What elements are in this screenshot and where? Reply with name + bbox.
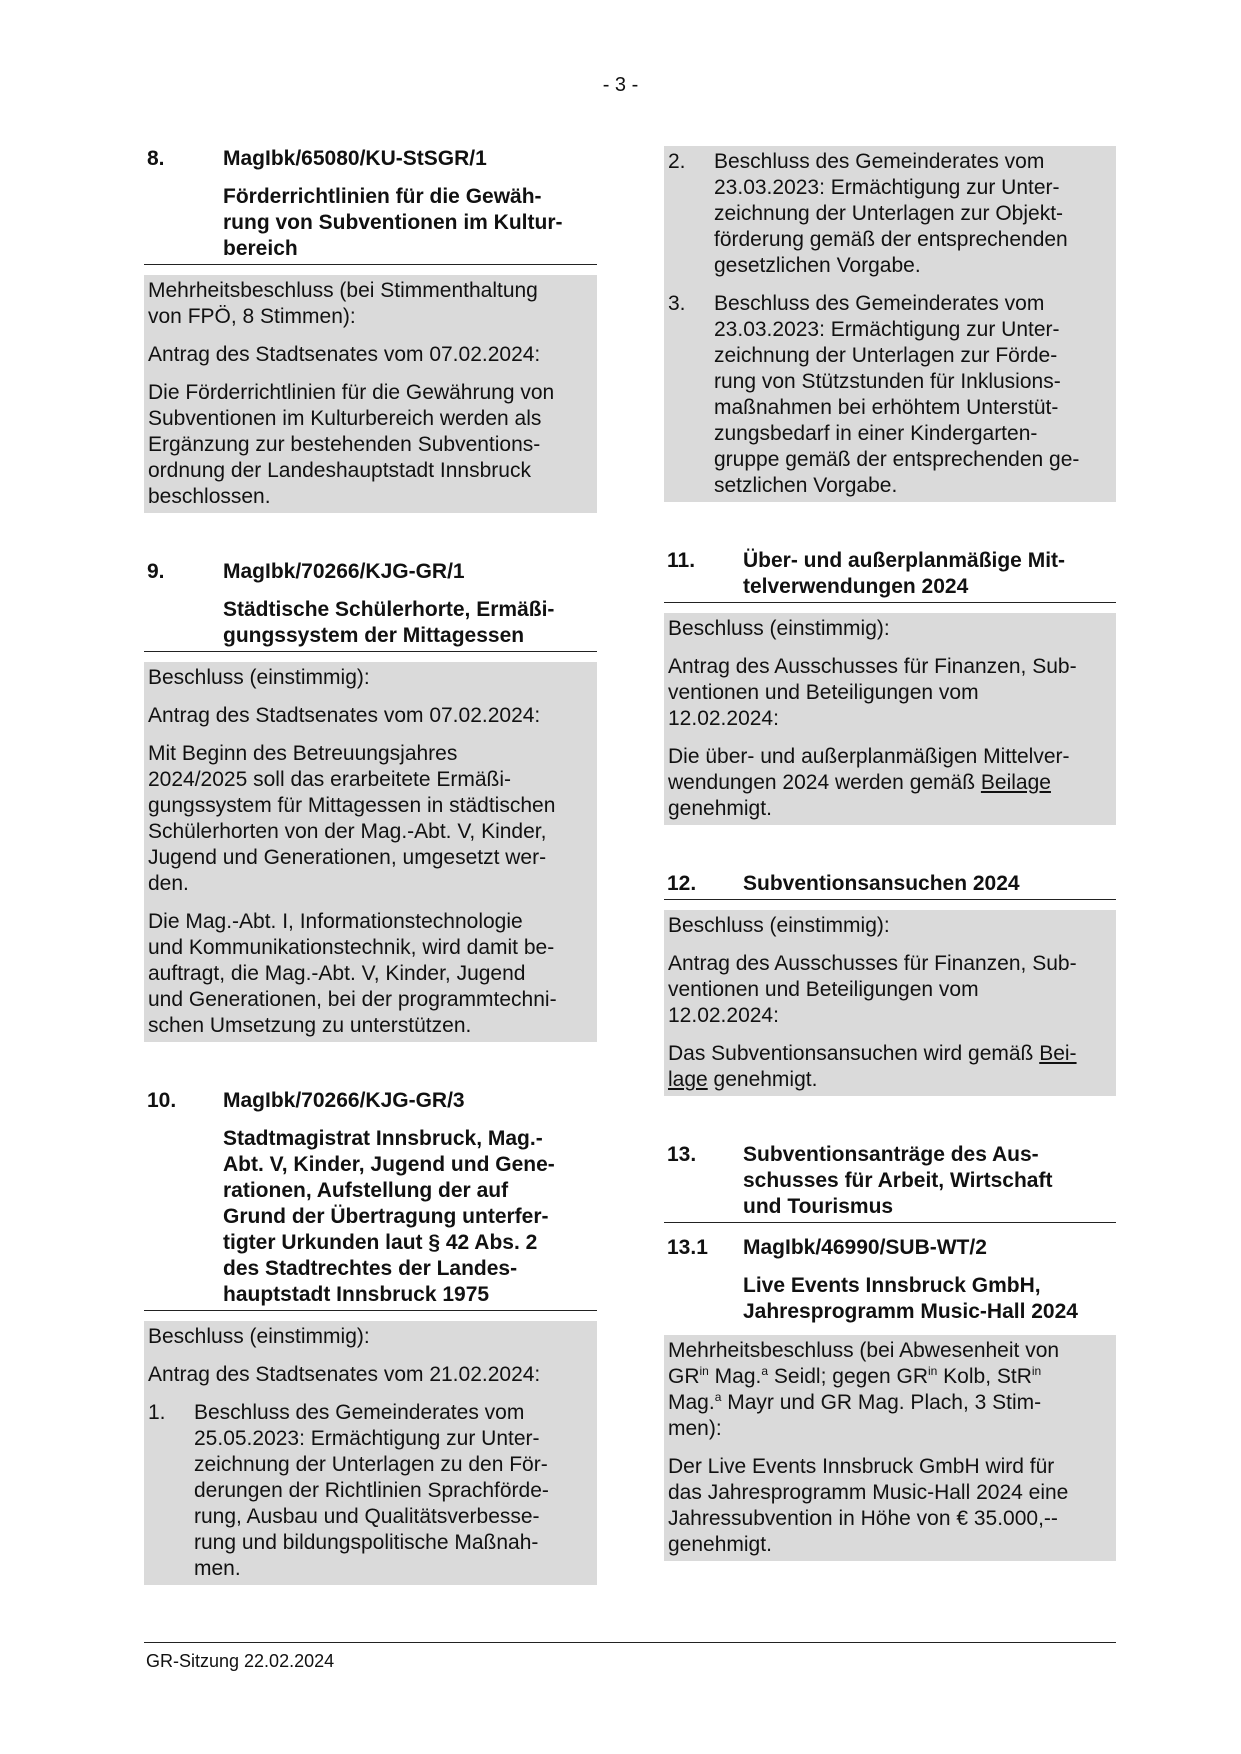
item-code: MagIbk/65080/KU-StSGR/1 xyxy=(223,147,487,170)
decision-text: Beschluss (einstimmig): xyxy=(668,617,890,640)
left-column xyxy=(144,146,597,1585)
item-code: MagIbk/46990/SUB-WT/2 xyxy=(743,1236,987,1259)
item-title: Subventionsansuchen 2024 xyxy=(743,872,1020,895)
resolution-text: Mit Beginn des Betreuungsjahres 2024/2025 soll das erarbeitete Ermäßi- gungssystem für Mittagessen in städtischen Schülerhorten von der Mag.-Abt. V, Kinder, Jugend und Generationen, umgesetzt wer- den. xyxy=(148,742,556,895)
item-10-decision-box xyxy=(144,1321,597,1585)
item-number: 11. xyxy=(667,549,696,572)
beilage-link[interactable]: lage xyxy=(668,1068,708,1091)
decision-text: Beschluss (einstimmig): xyxy=(668,914,890,937)
item-code: MagIbk/70266/KJG-GR/1 xyxy=(223,560,465,583)
decision-text: Beschluss (einstimmig): xyxy=(148,1325,370,1348)
item-11-decision-box xyxy=(664,613,1116,825)
item-13-heading xyxy=(664,1142,1116,1223)
item-13-1-heading xyxy=(664,1235,1116,1327)
list-item: 2. Beschluss des Gemeinderates vom 23.03.2023: Ermächtigung zur Unter- zeichnung der Unterlagen zur Objekt- förderung gemäß der entsprechenden gesetzlichen Vorgabe. xyxy=(668,150,1068,277)
item-9-decision-box xyxy=(144,662,597,1042)
resolution-text: Die Mag.-Abt. I, Informationstechnologie und Kommunikationstechnik, wird damit be- auftragt, die Mag.-Abt. V, Kinder, Jugend und Generationen, bei der programmtechni- schen Umsetzung zu unterstützen. xyxy=(148,910,557,1037)
item-title: Förderrichtlinien für die Gewäh- rung von Subventionen im Kultur- bereich xyxy=(223,185,563,260)
item-12-heading xyxy=(664,871,1116,900)
item-10-continued-box xyxy=(664,146,1116,502)
decision-text: Beschluss (einstimmig): xyxy=(148,666,370,689)
item-number: 13. xyxy=(667,1143,697,1166)
item-title: Stadtmagistrat Innsbruck, Mag.- Abt. V, Kinder, Jugend und Gene- rationen, Aufstellung der auf Grund der Übertragung unterfer- tigter Urkunden laut § 42 Abs. 2 des Stadtrechtes der Landes- hauptstadt Innsbruck 1975 xyxy=(223,1127,555,1306)
motion-text: Antrag des Ausschusses für Finanzen, Sub- ventionen und Beteiligungen vom 12.02.2024: xyxy=(668,952,1077,1027)
item-number: 8. xyxy=(147,147,165,170)
item-12-decision-box xyxy=(664,910,1116,1096)
item-11-heading xyxy=(664,548,1116,603)
right-column xyxy=(664,146,1116,1561)
motion-text: Antrag des Ausschusses für Finanzen, Sub- ventionen und Beteiligungen vom 12.02.2024: xyxy=(668,655,1077,730)
motion-text: Antrag des Stadtsenates vom 07.02.2024: xyxy=(148,343,541,366)
decision-text: Mehrheitsbeschluss (bei Abwesenheit von $GR^{in}$ Mag.$^a$ Seidl; gegen $GR^{in}$ Kolb, StR$^{in}$ Mag.$^a$ Mayr und GR Mag. Plach, 3 Stim- men): xyxy=(668,1339,1060,1440)
footer-divider xyxy=(144,1642,1116,1643)
footer-text: GR-Sitzung 22.02.2024 xyxy=(146,1651,335,1671)
item-title: Über- und außerplanmäßige Mit- telverwendungen 2024 xyxy=(743,549,1066,598)
decision-text: Mehrheitsbeschluss (bei Stimmenthaltung von FPÖ, 8 Stimmen): xyxy=(148,279,538,328)
item-9-heading xyxy=(144,559,597,652)
item-number: 10. xyxy=(147,1089,177,1112)
item-title: Live Events Innsbruck GmbH, Jahresprogramm Music-Hall 2024 xyxy=(743,1274,1078,1323)
resolution-text: Die Förderrichtlinien für die Gewährung von Subventionen im Kulturbereich werden als Ergänzung zur bestehenden Subventions- ordnung der Landeshauptstadt Innsbruck beschlossen. xyxy=(148,381,555,508)
item-number: 9. xyxy=(147,560,165,583)
item-code: MagIbk/70266/KJG-GR/3 xyxy=(223,1089,465,1112)
motion-text: Antrag des Stadtsenates vom 07.02.2024: xyxy=(148,704,541,727)
motion-text: Antrag des Stadtsenates vom 21.02.2024: xyxy=(148,1363,541,1386)
item-8-heading xyxy=(144,146,597,265)
item-number: 13.1 xyxy=(667,1236,708,1259)
resolution-text: Das Subventionsansuchen wird gemäß Bei- lage genehmigt. xyxy=(668,1042,1077,1091)
item-title: Subventionsanträge des Aus- schusses für Arbeit, Wirtschaft und Tourismus xyxy=(743,1143,1053,1218)
item-10-heading xyxy=(144,1088,597,1311)
item-title: Städtische Schülerhorte, Ermäßi- gungssystem der Mittagessen xyxy=(223,598,555,647)
resolution-text: Der Live Events Innsbruck GmbH wird für das Jahresprogramm Music-Hall 2024 eine Jahressubvention in Höhe von € 35.000,-- genehmigt. xyxy=(668,1455,1069,1556)
item-8-decision-box xyxy=(144,275,597,513)
item-13-1-decision-box xyxy=(664,1335,1116,1561)
beilage-link[interactable]: Beilage xyxy=(980,771,1051,794)
item-number: 12. xyxy=(667,872,697,895)
list-item: 1. Beschluss des Gemeinderates vom 25.05.2023: Ermächtigung zur Unter- zeichnung der Unterlagen zu den För- derungen der Richtlinien Sprachförde- rung, Ausbau und Qualitätsverbesse- rung und bildungspolitische Maßnah- men. xyxy=(148,1401,549,1580)
beilage-link[interactable]: Bei- xyxy=(1039,1042,1077,1065)
page-number: - 3 - xyxy=(602,74,639,96)
resolution-text: Die über- und außerplanmäßigen Mittelver- wendungen 2024 werden gemäß Beilage genehmigt. xyxy=(668,745,1070,820)
list-item: 3. Beschluss des Gemeinderates vom 23.03.2023: Ermächtigung zur Unter- zeichnung der Unterlagen zur Förde- rung von Stützstunden für Inklusions- maßnahmen bei erhöhtem Unterstüt- zungsbedarf in einer Kindergarten- gruppe gemäß der entsprechenden ge- setzlichen Vorgabe. xyxy=(668,292,1080,497)
